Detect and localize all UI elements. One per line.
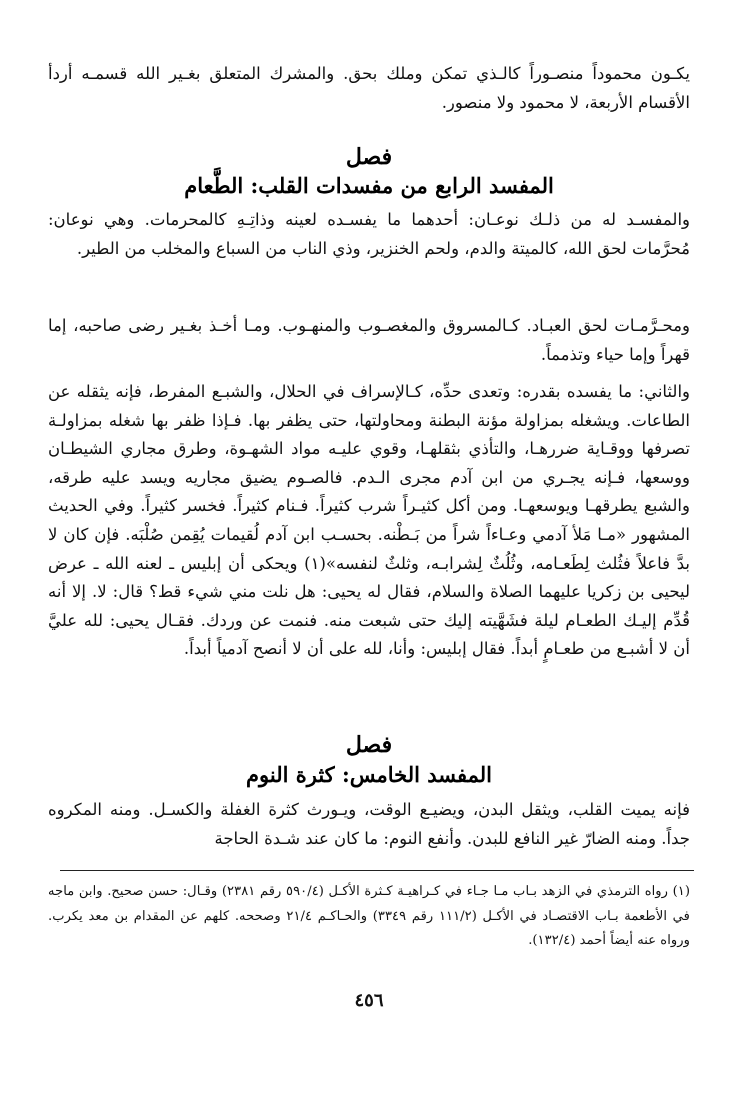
footnote: (١) رواه الترمذي في الزهد بـاب مـا جـاء في كـراهيـة كـثرة الأكـل (٥٩٠/٤ رقم ٢٣٨١) وقـال: حسن صحيح. وابن ماجه في الأطعمة بـاب الاقتصـاد في الأكـل (١١١/٢ رقم ٣٣٤٩) والحـاكـم ٢١/٤ وصححه. كلهم عن المقدام بن معد يكرب. ورواه عنه أيضاً أحمد (١٣٢/٤). <box>48 884 690 948</box>
page-number: ٤٥٦ <box>354 990 384 1011</box>
section-title-sleep: المفسد الخامس: كثرة النوم <box>246 762 492 787</box>
paragraph-food-types: والمفسـد له من ذلـك نوعـان: أحدهما ما يفسـده لعينه وذاتِـهِ كالمحرمات. وهي نوعان: مُحرَّمات لحق الله، كالميتة والدم، ولحم الخنزير، وذي الناب من السباع والمخلب من الطير. <box>48 210 690 258</box>
section-heading-fasl: فصل <box>345 144 393 170</box>
section-title-food: المفسد الرابع من مفسدات القلب: الطَّعام <box>184 173 554 198</box>
paragraph-intro: يكـون محموداً منصـوراً كالـذي تمكن وملك بحق. والمشرك المتعلق بغـير الله قسمـه أردأ الأقسام الأربعة، لا محمود ولا منصور. <box>48 64 690 112</box>
footnote-divider <box>60 870 694 871</box>
paragraph-sleep: فإنه يميت القلب، ويثقل البدن، ويضيـع الوقت، ويـورث كثرة الغفلة والكسـل. ومنه المكروه جداً. ومنه الضارّ غير النافع للبدن. وأنفع النوم: ما كان عند شـدة الحاجة <box>48 800 690 848</box>
section-heading-fasl: فصل <box>345 732 393 758</box>
paragraph-excess-eating: والثاني: ما يفسده بقدره: وتعدى حدِّه، كـالإسراف في الحلال، والشبـع المفرط، فإنه يثقله عن الطاعات. ويشغله بمزاولة مؤنة البطنة ومحاولتها، حتى يظفر بها. فـإذا ظفر بها شغله بمزاولـة تصرفها ووقـاية ضررهـا، والتأذي بثقلهـا، وقوي عليـه مواد الشهـوة، وطرق مجاري الشيطـان ووسعها، فـإنه يجـري من ابن آدم مجرى الـدم. فالصـوم يضيق مجاريه ويسد عليه طرقه، والشبع يطرقهـا ويوسعهـا. ومن أكل كثيـراً شرب كثيراً. فـنام كثيراً. فخسر كثيراً. وفي الحديث المشهور «مـا مَلأ آدمي وعـاءاً شراً من بَـطْنه. بحسـب ابن آدم لُقيمات يُقِمن صُلْبَه. فإن كان لا بدَّ فاعلاً فثُلث لِطَعـامه، وثُلُثٌ لِشرابـه، وثلثٌ لنفسه»(١) ويحكى أن إبليس ـ لعنه الله ـ عرض ليحيى بن زكريا عليهما الصلاة والسلام، فقال له يحيى: هل نلت مني شيء قط؟ قال: لا. إلا أنه قُدِّم إليـك الطعـام ليلة فشَهَّيته إليك حتى شبعت منه. فنمت عن وردك. فقـال يحيى: لله عليَّ أن لا أشبـع من طعـامٍ أبداً. فقال إبليس: وأنا، لله على أن لا أنصح آدمياً أبداً. <box>48 382 690 659</box>
paragraph-servants-rights: ومحـرَّمـات لحق العبـاد. كـالمسروق والمغصـوب والمنهـوب. ومـا أخـذ بغـير رضى صاحبه، إما قهراً وإما حياء وتذمماً. <box>48 316 690 364</box>
